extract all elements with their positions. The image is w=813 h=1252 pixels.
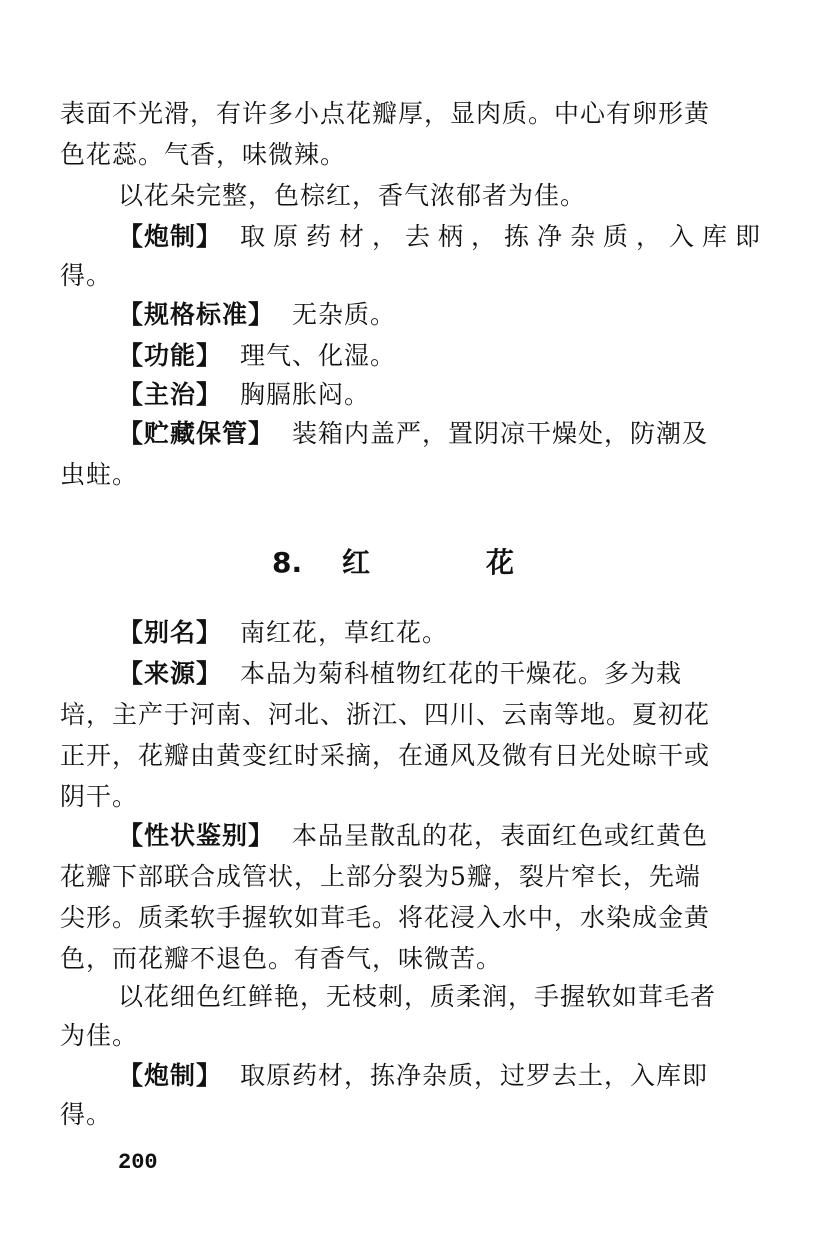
identification-text-line-3: 尖形。质柔软手握软如茸毛。将花浸入水中，水染成金黄 (60, 903, 711, 932)
alias-label: 【别名】 (118, 618, 223, 647)
alias-entry (118, 615, 448, 651)
prev-indication-entry (118, 377, 370, 413)
identification-label: 【性状鉴别】 (118, 821, 275, 850)
quality-text-line-2: 为佳。 (60, 1021, 139, 1050)
prev-storage-text: 装箱内盖严，置阴凉干燥处，防潮及 (292, 419, 709, 448)
identification-text: 本品呈散乱的花，表面红色或红黄色 (292, 821, 709, 850)
section-title-char-2: 花 (486, 546, 515, 579)
identification-entry (118, 818, 708, 854)
source-text-line-2: 培，主产于河南、河北、浙江、四川、云南等地。夏初花 (60, 700, 711, 729)
processing-text: 取原药材，拣净杂质，过罗去土，入库即 (240, 1061, 709, 1090)
prev-processing-label: 【炮制】 (118, 222, 223, 251)
prev-quality-text: 以花朵完整，色棕红，香气浓郁者为佳。 (118, 181, 587, 210)
prev-function-text: 理气、化湿。 (240, 341, 397, 370)
prev-standard-text: 无杂质。 (292, 300, 397, 329)
source-entry (118, 656, 682, 692)
prev-description-line-2: 色花蕊。气香，味微辣。 (60, 140, 347, 169)
prev-processing-text-cont: 得。 (60, 261, 113, 290)
prev-function-entry (118, 338, 396, 374)
identification-text-line-2: 花瓣下部联合成管状，上部分裂为5瓣，裂片窄长，先端 (60, 862, 701, 891)
prev-processing-text: 取原药材，去柄，拣净杂质，入库即 (240, 222, 769, 251)
prev-standard-label: 【规格标准】 (118, 300, 275, 329)
source-text-line-4: 阴干。 (60, 782, 139, 811)
section-title-char-1: 红 (342, 546, 371, 579)
prev-function-label: 【功能】 (118, 341, 223, 370)
prev-storage-text-cont: 虫蛀。 (60, 460, 139, 489)
alias-text: 南红花，草红花。 (240, 618, 449, 647)
prev-indication-label: 【主治】 (118, 380, 223, 409)
page-number: 200 (118, 1150, 158, 1175)
prev-description-line-1: 表面不光滑，有许多小点花瓣厚，显肉质。中心有卵形黄 (60, 99, 711, 128)
processing-label: 【炮制】 (118, 1061, 223, 1090)
prev-indication-text: 胸膈胀闷。 (240, 380, 371, 409)
prev-processing-entry (118, 219, 768, 255)
prev-storage-label: 【贮藏保管】 (118, 419, 275, 448)
section-number: 8. (272, 546, 303, 579)
processing-text-line-2: 得。 (60, 1100, 113, 1129)
identification-text-line-4: 色，而花瓣不退色。有香气，味微苦。 (60, 944, 503, 973)
prev-standard-entry (118, 297, 396, 333)
source-text: 本品为菊科植物红花的干燥花。多为栽 (240, 659, 683, 688)
quality-text: 以花细色红鲜艳，无枝刺，质柔润，手握软如茸毛者 (118, 982, 717, 1011)
processing-entry (118, 1058, 708, 1094)
source-text-line-3: 正开，花瓣由黄变红时采摘，在通风及微有日光处晾干或 (60, 741, 711, 770)
source-label: 【来源】 (118, 659, 223, 688)
prev-storage-entry (118, 416, 708, 452)
